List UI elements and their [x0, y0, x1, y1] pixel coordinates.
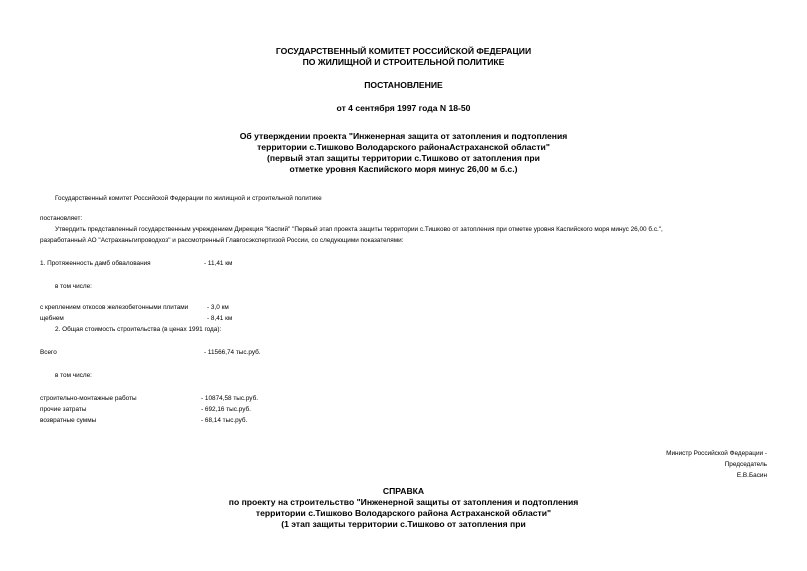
dam-length-label: 1. Протяженность дамб обвалования: [40, 260, 151, 267]
other-costs-label: прочие затраты: [40, 406, 87, 413]
gravel-value: - 8,41 км: [207, 315, 233, 322]
subject-line: отметке уровня Каспийского моря минус 26,00 м б.с.): [289, 164, 518, 174]
intro-text: Государственный комитет Российской Федерации по жилищной и строительной политике: [55, 195, 322, 202]
cost-label: 2. Общая стоимость строительства (в ценах 1991 года):: [55, 326, 222, 333]
concrete-value: - 3,0 км: [207, 304, 229, 311]
document-type: ПОСТАНОВЛЕНИЕ: [364, 80, 443, 90]
concrete-label: с креплением откосов железобетонными плитами: [40, 304, 189, 311]
total-value: - 11566,74 тыс.руб.: [204, 349, 261, 356]
document-date: от 4 сентября 1997 года N 18-50: [336, 103, 471, 113]
including-label: в том числе:: [55, 372, 92, 379]
header-line-1: ГОСУДАРСТВЕННЫЙ КОМИТЕТ РОССИЙСКОЙ ФЕДЕРАЦИИ: [275, 46, 532, 56]
reference-line: территории с.Тишково Володарского района Астраханской области": [255, 508, 552, 518]
signature-title: Председатель: [724, 461, 767, 468]
total-label: Всего: [40, 349, 57, 356]
subject-line: территории с.Тишково Володарского районаАстраханской области": [257, 142, 550, 152]
subject-line: Об утверждении проекта "Инженерная защита от затопления и подтопления: [239, 131, 568, 141]
gravel-label: щебнем: [40, 315, 64, 322]
paragraph-line: разработанный АО "Астраханьгипроводхоз" и рассмотренный Главгосэкспертизой России, со следующими показателями:: [40, 237, 404, 244]
subject-line: (первый этап защиты территории с.Тишково от затопления при: [267, 153, 540, 163]
construction-label: строительно-монтажные работы: [40, 395, 137, 402]
signature-position: Министр Российской Федерации -: [666, 450, 767, 457]
construction-value: - 10874,58 тыс.руб.: [201, 395, 259, 402]
reference-line: по проекту на строительство "Инженерной защиты от затопления и подтопления: [228, 497, 579, 507]
header-line-2: ПО ЖИЛИЩНОЙ И СТРОИТЕЛЬНОЙ ПОЛИТИКЕ: [302, 57, 505, 67]
paragraph-line: Утвердить представленный государственным учреждением Дирекция "Каспий" "Первый этап проекта защиты территории с.Тишково от затопления при отметке уровня Каспийского моря минус 26,00 б.с.",: [55, 226, 663, 233]
reference-line: (1 этап защиты территории с.Тишково от затопления при: [281, 519, 526, 529]
decides-text: постановляет:: [40, 215, 83, 222]
other-costs-value: - 692,16 тыс.руб.: [201, 406, 251, 413]
return-sums-label: возвратные суммы: [40, 417, 97, 424]
including-label: в том числе:: [55, 283, 92, 290]
dam-length-value: - 11,41 км: [204, 260, 233, 267]
reference-title: СПРАВКА: [382, 486, 425, 496]
signature-name: Е.В.Басин: [736, 472, 767, 479]
return-sums-value: - 68,14 тыс.руб.: [201, 417, 248, 424]
